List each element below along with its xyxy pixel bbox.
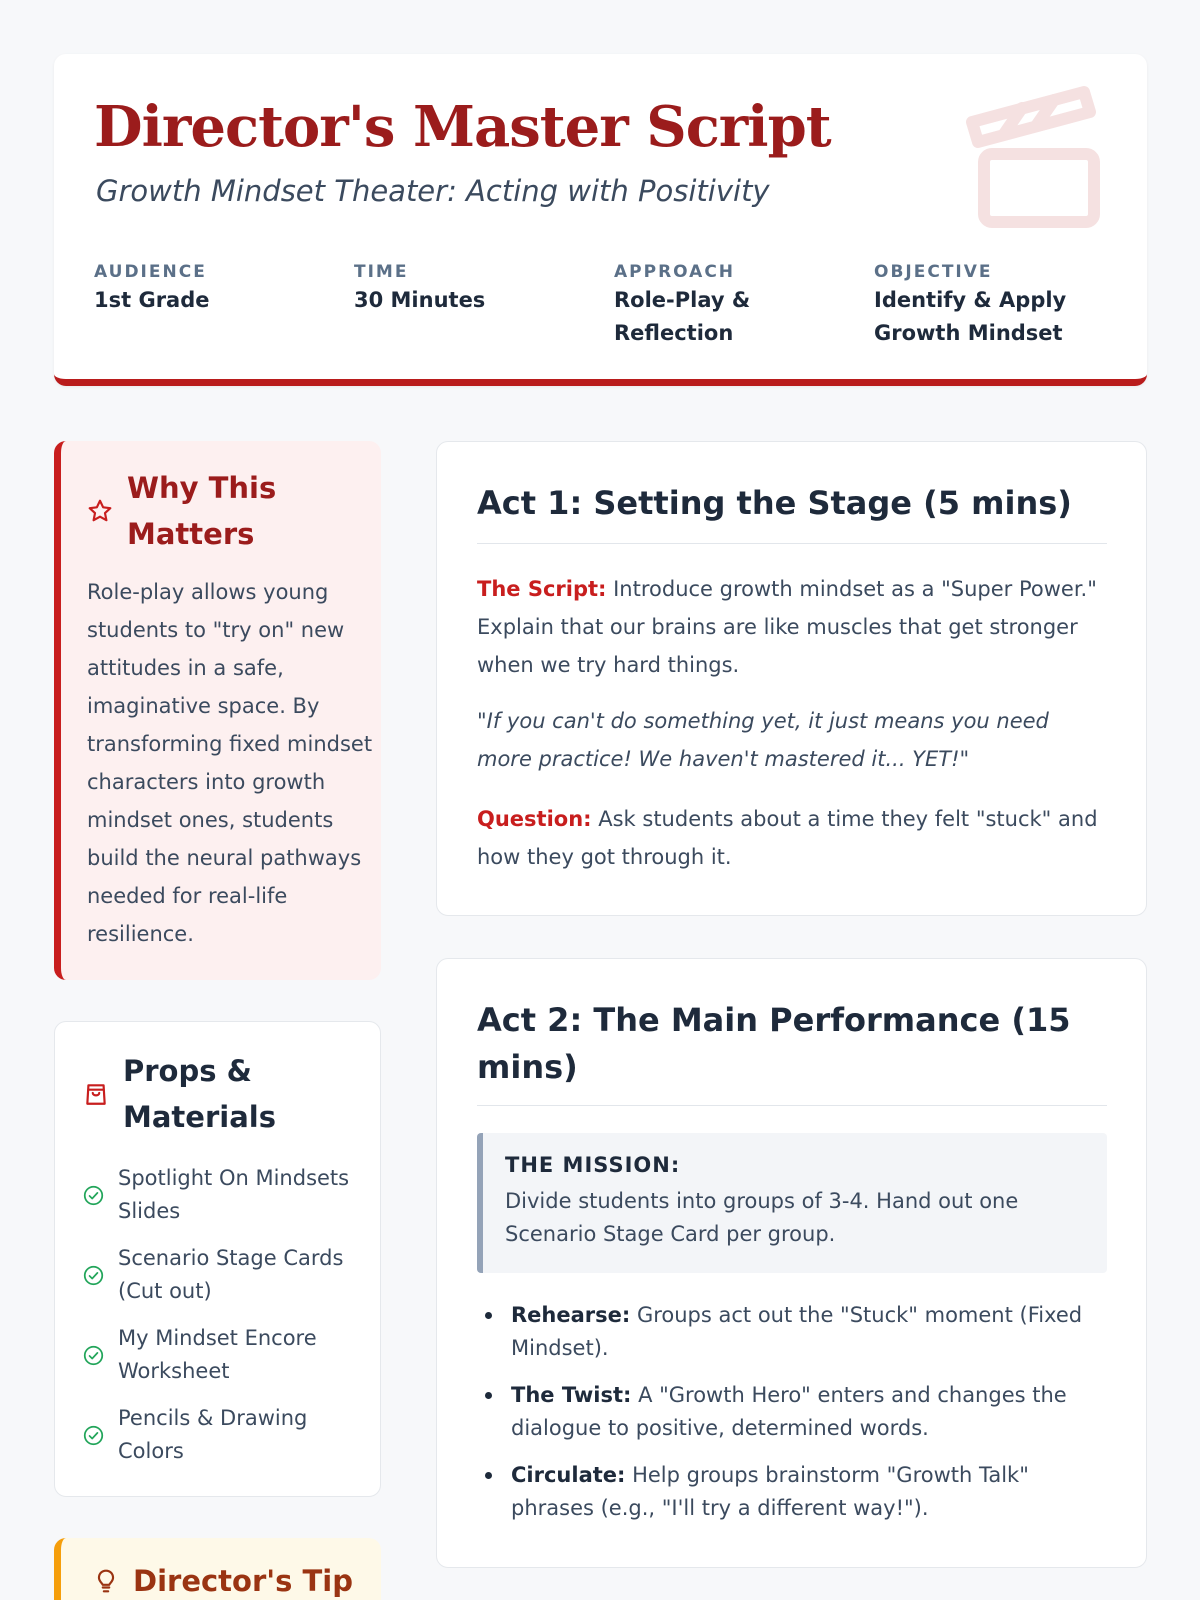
bullet-label: Rehearse: bbox=[511, 1303, 631, 1327]
list-item bbox=[511, 1299, 1101, 1365]
question-text: Ask students about a time they felt "stuck" and how they got through it. bbox=[477, 807, 1098, 869]
page-subtitle: Growth Mindset Theater: Acting with Positivity bbox=[96, 174, 770, 208]
bullet-label: The Twist: bbox=[511, 1383, 632, 1407]
script-text: Introduce growth mindset as a "Super Power." Explain that our brains are like muscles that get stronger when we try hard things. bbox=[477, 577, 1097, 677]
act-2-title: Act 2: The Main Performance (15 mins) bbox=[477, 1001, 1071, 1086]
meta-time bbox=[354, 262, 594, 317]
check-circle-icon bbox=[83, 1425, 104, 1446]
meta-label: APPROACH bbox=[614, 262, 736, 282]
meta-value: 30 Minutes bbox=[354, 288, 486, 312]
list-item bbox=[83, 1162, 363, 1228]
clapperboard-icon bbox=[964, 84, 1114, 234]
tip-card-header bbox=[93, 1558, 353, 1600]
meta-value: Role-Play & Reflection bbox=[614, 288, 751, 345]
mission-box bbox=[477, 1133, 1107, 1273]
meta-objective bbox=[874, 262, 1074, 350]
question-label: Question: bbox=[477, 807, 592, 831]
star-icon bbox=[87, 498, 113, 524]
header-card bbox=[54, 54, 1147, 386]
tip-card-title: Director's Tip bbox=[133, 1564, 353, 1598]
act-1-script bbox=[477, 570, 1107, 684]
list-item bbox=[83, 1242, 363, 1308]
meta-label: TIME bbox=[354, 262, 409, 282]
meta-value: 1st Grade bbox=[94, 288, 210, 312]
script-label: The Script: bbox=[477, 577, 607, 601]
check-circle-icon bbox=[83, 1345, 104, 1366]
list-item bbox=[83, 1322, 363, 1388]
directors-tip-card bbox=[54, 1538, 381, 1600]
bullet-text: Groups act out the "Stuck" moment (Fixed Mindset). bbox=[511, 1303, 1083, 1360]
act-1-title: Act 1: Setting the Stage (5 mins) bbox=[477, 484, 1072, 522]
act-2-card bbox=[436, 958, 1147, 1568]
meta-approach bbox=[614, 262, 784, 350]
mission-text: Divide students into groups of 3-4. Hand out one Scenario Stage Card per group. bbox=[505, 1189, 1019, 1246]
bullet-label: Circulate: bbox=[511, 1463, 626, 1487]
props-item-label: My Mindset Encore Worksheet bbox=[118, 1326, 317, 1383]
meta-value: Identify & Apply Growth Mindset bbox=[874, 288, 1067, 345]
page-title: Director's Master Script bbox=[94, 94, 831, 160]
props-item-label: Spotlight On Mindsets Slides bbox=[118, 1166, 350, 1223]
act-1-quote: "If you can't do something yet, it just means you need more practice! We haven't mastered it... YET!" bbox=[477, 709, 1049, 771]
props-card-header bbox=[83, 1048, 303, 1140]
list-item bbox=[83, 1402, 363, 1468]
bullet-text: Help groups brainstorm "Growth Talk" phrases (e.g., "I'll try a different way!"). bbox=[511, 1463, 1029, 1520]
mission-label: THE MISSION: bbox=[505, 1153, 681, 1177]
why-card-title: Why This Matters bbox=[127, 471, 277, 551]
bullet-text: A "Growth Hero" enters and changes the dialogue to positive, determined words. bbox=[511, 1383, 1067, 1440]
props-item-label: Pencils & Drawing Colors bbox=[118, 1406, 308, 1463]
meta-label: OBJECTIVE bbox=[874, 262, 993, 282]
props-card-title: Props & Materials bbox=[123, 1054, 276, 1134]
shopping-bag-icon bbox=[83, 1081, 109, 1107]
check-circle-icon bbox=[83, 1185, 104, 1206]
meta-label: AUDIENCE bbox=[94, 262, 207, 282]
act-1-card bbox=[436, 441, 1147, 916]
meta-audience bbox=[94, 262, 334, 317]
divider bbox=[477, 1105, 1107, 1106]
list-item bbox=[511, 1459, 1101, 1525]
lightbulb-icon bbox=[93, 1568, 119, 1594]
why-this-matters-card bbox=[54, 441, 381, 980]
list-item bbox=[511, 1379, 1101, 1445]
props-materials-card bbox=[54, 1021, 381, 1497]
divider bbox=[477, 543, 1107, 544]
props-item-label: Scenario Stage Cards (Cut out) bbox=[118, 1246, 344, 1303]
why-card-header bbox=[87, 465, 297, 557]
why-card-body: Role-play allows young students to "try on" new attitudes in a safe, imaginative space. By transforming fixed mindset characters into growth mindset ones, students build the neural pathways needed for real-life resilience. bbox=[87, 580, 373, 946]
act-1-question bbox=[477, 800, 1107, 876]
check-circle-icon bbox=[83, 1265, 104, 1286]
